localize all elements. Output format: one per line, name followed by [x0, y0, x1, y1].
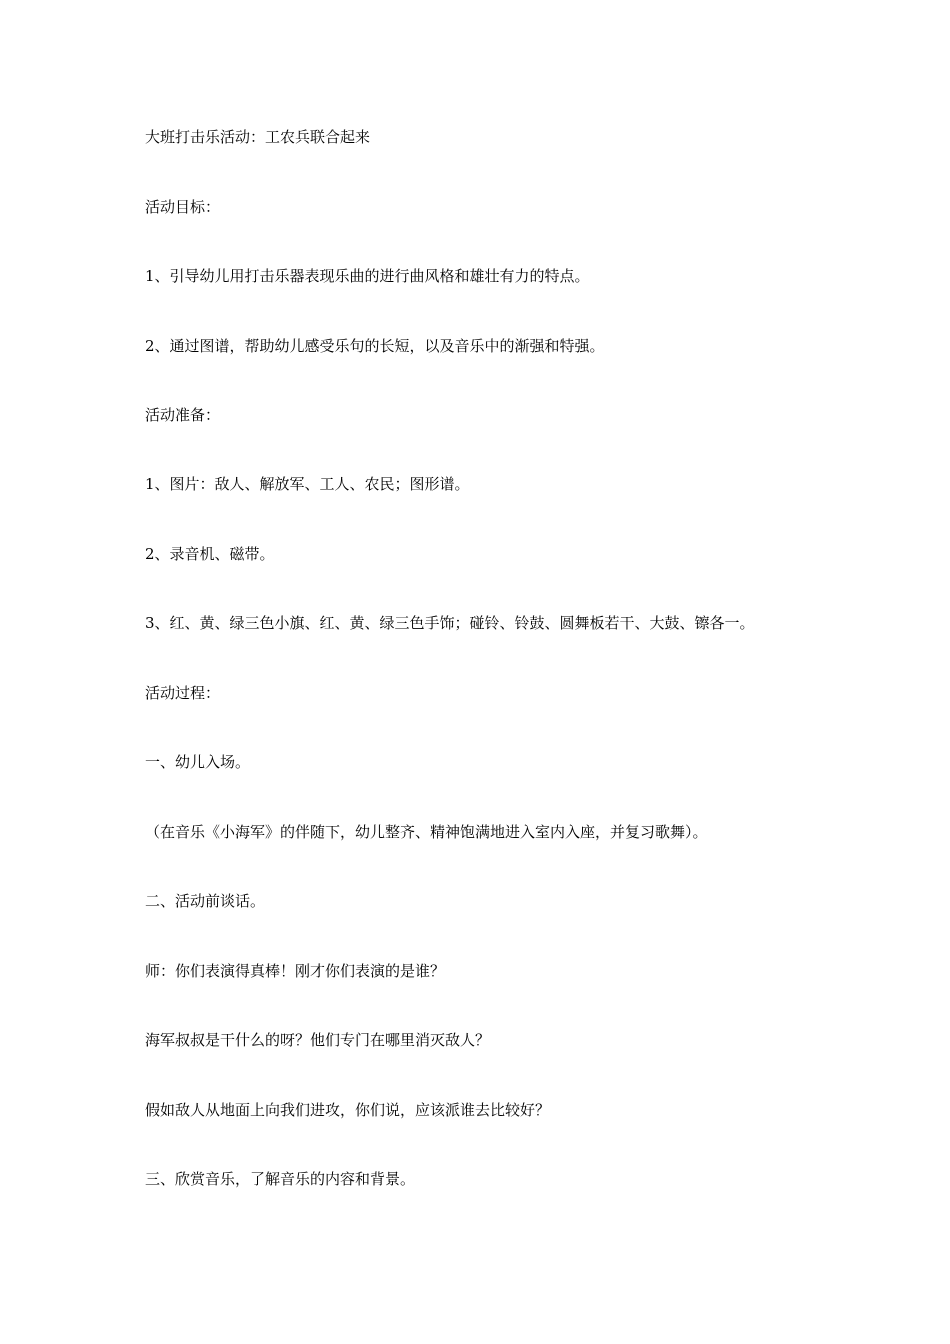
process-heading: 活动过程： — [145, 684, 221, 702]
process-step-1: 一、幼儿入场。 — [145, 753, 251, 771]
process-dialogue-2: 海军叔叔是干什么的呀？他们专门在哪里消灭敌人？ — [145, 1031, 491, 1049]
process-note-1: （在音乐《小海军》的伴随下，幼儿整齐、精神饱满地进入室内入座，并复习歌舞）。 — [145, 823, 708, 841]
document-title: 大班打击乐活动：工农兵联合起来 — [145, 128, 371, 146]
prep-heading: 活动准备： — [145, 406, 221, 424]
process-step-2: 二、活动前谈话。 — [145, 892, 266, 910]
process-step-3: 三、欣赏音乐，了解音乐的内容和背景。 — [145, 1170, 416, 1188]
process-dialogue-3: 假如敌人从地面上向我们进攻，你们说，应该派谁去比较好？ — [145, 1101, 551, 1119]
prep-item-1: 1、图片：敌人、解放军、工人、农民；图形谱。 — [145, 475, 470, 493]
process-dialogue-1: 师：你们表演得真棒！刚才你们表演的是谁？ — [145, 962, 446, 980]
goal-item-1: 1、引导幼儿用打击乐器表现乐曲的进行曲风格和雄壮有力的特点。 — [145, 267, 590, 285]
goal-item-2: 2、通过图谱，帮助幼儿感受乐句的长短，以及音乐中的渐强和特强。 — [145, 337, 605, 355]
prep-item-3: 3、红、黄、绿三色小旗、红、黄、绿三色手饰；碰铃、铃鼓、圆舞板若干、大鼓、镲各一。 — [145, 614, 755, 632]
goals-heading: 活动目标： — [145, 198, 221, 216]
prep-item-2: 2、录音机、磁带。 — [145, 545, 275, 563]
